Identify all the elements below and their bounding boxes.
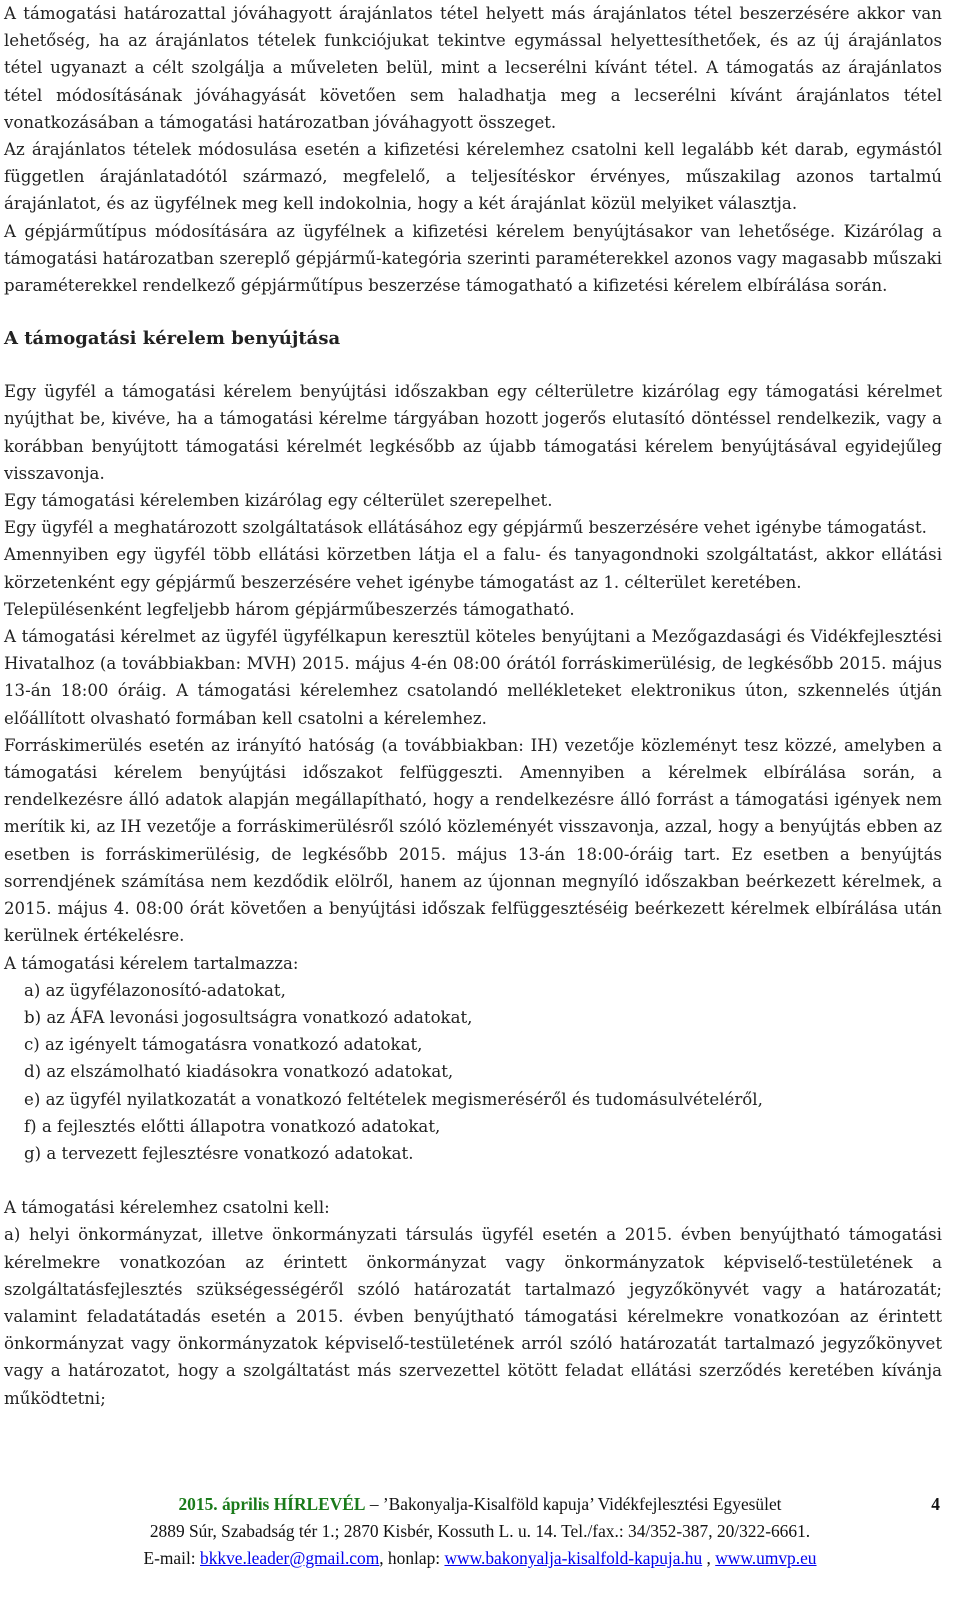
homepage2-link[interactable]: www.umvp.eu <box>715 1548 817 1568</box>
paragraph-districts: Amennyiben egy ügyfél több ellátási körzetben látja el a falu- és tanyagondnoki szolgáltatást, akkor ellátási körzetenként egy gépjármű beszerzésére vehet igénybe támogatást az 1. célterület keretében. <box>4 545 942 592</box>
paragraph-three-vehicles: Településenként legfeljebb három gépjárműbeszerzés támogatható. <box>4 599 575 619</box>
paragraph-price-quote-replacement: A támogatási határozattal jóváhagyott árajánlatos tétel helyett más árajánlatos tétel beszerzésére akkor van lehetőség, ha az árajánlatos tételek funkciójukat tekintve egymással helyettesíthetőek, és az új árajánlatos tétel ugyanazt a célt szolgálja a műveleten belül, mint a lecserélni kívánt tétel. A támogatás az árajánlatos tétel módosításának jóváhagyását követően sem haladhatja meg a lecserélni kívánt árajánlatos tétel vonatkozásában a támogatási határozatban jóváhagyott összeget. <box>4 4 942 132</box>
section-heading: A támogatási kérelem benyújtása <box>4 328 341 350</box>
paragraph-attachment-a: a) helyi önkormányzat, illetve önkormányzati társulás ügyfél esetén a 2015. évben benyújtható támogatási kérelmekre vonatkozóan az érintett önkormányzat vagy önkormányzatok képviselő-testületének a szolgáltatásfejlesztés szükségességéről szóló határozatát tartalmazó jegyzőkönyvét vagy a határozatát; valamint feladatátadás esetén a 2015. évben benyújtható támogatási kérelmekre vonatkozóan az érintett önkormányzat vagy önkormányzatok képviselő-testületének arról szóló határozatát tartalmazó jegyzőkönyvet vagy a határozatot, hogy a szolgáltatást más szervezettel kötött feladat ellátási szerződés keretében kívánja működtetni; <box>4 1225 942 1408</box>
homepage-link[interactable]: www.bakonyalja-kisalfold-kapuja.hu <box>444 1548 703 1568</box>
list-item: f) a fejlesztés előtti állapotra vonatkozó adatokat, <box>24 1116 441 1136</box>
paragraph-submission: A támogatási kérelmet az ügyfél ügyfélkapun keresztül köteles benyújtani a Mezőgazdasági és Vidékfejlesztési Hivatalhoz (a továbbiakban: MVH) 2015. május 4-én 08:00 órától forráskimerülésig, de legkésőbb 2015. május 13-án 18:00 óráig. A támogatási kérelemhez csatolandó mellékleteket elektronikus úton, szkennelés útján előállított olvasható formában kell csatolni a kérelemhez. <box>4 627 942 728</box>
application-contents-list <box>4 977 942 1167</box>
list-item: b) az ÁFA levonási jogosultságra vonatkozó adatokat, <box>24 1007 473 1027</box>
page-footer <box>0 1491 960 1572</box>
spacer <box>4 299 942 325</box>
list-item: e) az ügyfél nyilatkozatát a vonatkozó feltételek megismeréséről és tudomásulvételéről, <box>24 1089 763 1109</box>
list-item: a) az ügyfélazonosító-adatokat, <box>24 980 286 1000</box>
paragraph-one-application: Egy ügyfél a támogatási kérelem benyújtási időszakban egy célterületre kizárólag egy támogatási kérelmet nyújthat be, kivéve, ha a támogatási kérelme tárgyában hozott jogerős elutasító döntéssel rendelkezik, vagy a korábban benyújtott támogatási kérelmét legkésőbb az újabb támogatási kérelem benyújtásával egyidejűleg visszavonja. <box>4 382 942 483</box>
list-item: c) az igényelt támogatásra vonatkozó adatokat, <box>24 1035 423 1055</box>
link-separator: , <box>702 1548 716 1568</box>
paragraph-application-contents-intro: A támogatási kérelem tartalmazza: <box>4 953 299 973</box>
page-number: 4 <box>931 1494 940 1514</box>
document-page <box>4 0 942 1412</box>
paragraph-one-vehicle: Egy ügyfél a meghatározott szolgáltatások ellátásához egy gépjármű beszerzésére vehet igénybe támogatást. <box>4 518 927 538</box>
newsletter-date: 2015. április HÍRLEVÉL <box>178 1494 366 1514</box>
list-item: g) a tervezett fejlesztésre vonatkozó adatokat. <box>24 1143 414 1163</box>
list-item: d) az elszámolható kiadásokra vonatkozó adatokat, <box>24 1062 454 1082</box>
footer-address: 2889 Súr, Szabadság tér 1.; 2870 Kisbér, Kossuth L. u. 14. Tel./fax.: 34/352-387, 20/322-6661. <box>149 1521 811 1541</box>
paragraph-fund-exhaustion: Forráskimerülés esetén az irányító hatóság (a továbbiakban: IH) vezetője közleményt tesz közzé, amelyben a támogatási kérelem benyújtási időszakot felfüggeszti. Amennyiben a kérelmek elbírálása során, a rendelkezésre álló adatok alapján megállapítható, hogy a rendelkezésre álló forrást a támogatási igények nem merítik ki, az IH vezetője a forráskimerülésről szóló közleményét visszavonja, azzal, hogy a benyújtás ebben az esetben is forráskimerülésig, de legkésőbb 2015. május 13-án 18:00-óráig tart. Ez esetben a benyújtás sorrendjének számítása nem kezdődik elölről, hanem az újonnan megnyíló időszakban beérkezett kérelmek, a 2015. május 4. 08:00 órát követően a benyújtási időszak felfüggesztéséig beérkezett kérelmek elbírálása után kerülnek értékelésre. <box>4 735 942 946</box>
footer-title-line <box>0 1491 960 1518</box>
homepage-label: , honlap: <box>379 1548 445 1568</box>
spacer <box>4 1167 942 1194</box>
paragraph-attachments-intro: A támogatási kérelemhez csatolni kell: <box>4 1198 330 1218</box>
footer-contact-line <box>0 1545 960 1572</box>
paragraph-vehicle-type-modification: A gépjárműtípus módosítására az ügyfélnek a kifizetési kérelem benyújtásakor van lehetősége. Kizárólag a támogatási határozatban szereplő gépjármű-kategória szerinti paraméterekkel azonos vagy magasabb műszaki paraméterekkel rendelkező gépjárműtípus beszerzése támogatható a kifizetési kérelem elbírálása során. <box>4 221 942 296</box>
organization-name: – ’Bakonyalja-Kisalföld kapuja’ Vidékfejlesztési Egyesület <box>365 1494 782 1514</box>
paragraph-price-quote-modification: Az árajánlatos tételek módosulása esetén a kifizetési kérelemhez csatolni kell legalább két darab, egymástól független árajánlatadótól származó, megfelelő, a teljesítéskor érvényes, műszakilag azonos tartalmú árajánlatot, és az ügyfélnek meg kell indokolnia, hogy a két árajánlat közül melyiket választja. <box>4 140 942 214</box>
spacer <box>4 352 942 378</box>
email-label: E-mail: <box>143 1548 200 1568</box>
paragraph-one-target-area: Egy támogatási kérelemben kizárólag egy célterület szerepelhet. <box>4 491 553 511</box>
email-link[interactable]: bkkve.leader@gmail.com <box>200 1548 380 1568</box>
